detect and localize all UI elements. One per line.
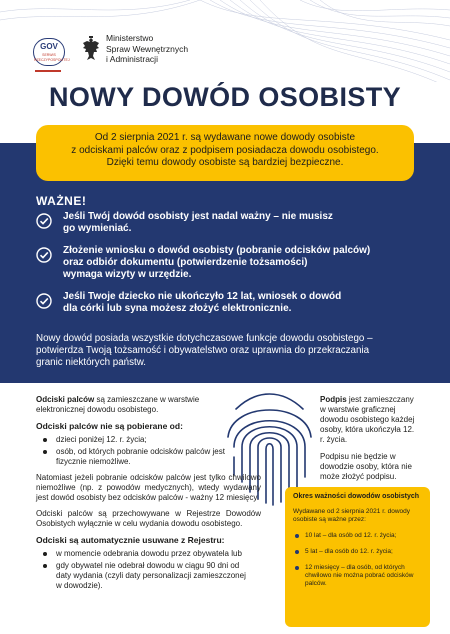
functions-paragraph [36, 333, 421, 369]
header [0, 0, 450, 82]
functions-line: granic niektórych państw. [36, 357, 146, 368]
removed-list [36, 549, 251, 591]
list-item: dzieci poniżej 12. r. życia; [36, 435, 236, 445]
gov-logo-text: GOV [40, 42, 58, 51]
important-item [36, 245, 416, 281]
important-item-line: Jeśli Twoje dziecko nie ukończyło 12 lat, wniosek o dowód [63, 291, 342, 302]
fingerprints-term: Odciski palców [36, 395, 95, 404]
list-item: w momencie odebrania dowodu przez obywatela lub [36, 549, 251, 559]
gov-logo-subtext: SERWIS RZECZYPOSPOLITEJ [34, 53, 70, 62]
important-item-line: go wymieniać. [63, 223, 132, 234]
polish-eagle-emblem-icon [81, 36, 101, 62]
check-circle-icon [36, 213, 52, 229]
important-item-line: dla córki lub syna możesz złożyć elektronicznie. [63, 303, 292, 314]
list-item: osób, od których pobranie odcisków palców jest fizycznie niemożliwe. [36, 447, 236, 467]
register-paragraph: Odciski palców są przechowywane w Rejestrze Dowodów Osobistych wyłącznie w celu wydania dowodu osobistego. [36, 509, 261, 528]
important-item-line: Złożenie wniosku o dowód osobisty (pobranie odcisków palców) [63, 245, 371, 256]
decorative-waves [0, 0, 450, 82]
signature-description: jest zamieszczany w warstwie graficznej dowodu osobistego każdej osoby, która ukończyła 12. r. życia. [320, 395, 415, 444]
list-item: 10 lat – dla osób od 12. r. życia; [293, 532, 422, 540]
functions-line: Nowy dowód posiada wszystkie dotychczasowe funkcje dowodu osobistego – [36, 333, 373, 344]
removed-heading: Odciski są automatycznie usuwane z Rejestru: [36, 535, 225, 545]
not-taken-list [36, 435, 236, 467]
gov-logo-underline [35, 70, 61, 72]
list-item: gdy obywatel nie odebrał dowodu w ciągu 90 dni od daty wydania (czyli daty personalizacji zamieszczonej w dowodzie). [36, 561, 251, 591]
ministry-name [106, 33, 188, 65]
page-title: NOWY DOWÓD OSOBISTY [48, 82, 402, 112]
not-taken-heading: Odciski palców nie są pobierane od: [36, 421, 183, 431]
important-item [36, 291, 416, 315]
validity-list [293, 532, 422, 588]
important-heading: WAŻNE! [36, 194, 87, 208]
validity-intro: Wydawane od 2 sierpnia 2021 r. dowody osobiste są ważne przez: [293, 507, 411, 523]
ministry-line: Ministerstwo [106, 33, 154, 43]
intro-line: z odciskami palców oraz z podpisem posiadacza dowodu osobistego. [71, 144, 379, 156]
temporary-paragraph: Natomiast jeżeli pobranie odcisków palców jest tylko chwilowo niemożliwe (np. z powodów medycznych), wtedy wydawany jest dowód osobisty bez odcisków palców - ważny 12 miesięcy. [36, 473, 261, 502]
no-signature-paragraph: Podpisu nie będzie w dowodzie osoby, która nie może złożyć podpisu. [320, 452, 412, 481]
signature-column [320, 395, 420, 489]
ministry-line: Spraw Wewnętrznych [106, 43, 189, 54]
check-circle-icon [36, 293, 52, 309]
gov-pl-logo-icon [33, 38, 70, 66]
important-list [36, 211, 416, 325]
list-item: 5 lat – dla osób do 12. r. życia; [293, 548, 422, 556]
important-item [36, 211, 416, 235]
check-circle-icon [36, 247, 52, 263]
important-item-line: Jeśli Twój dowód osobisty jest nadal ważny – nie musisz [63, 211, 333, 222]
validity-box [285, 487, 430, 627]
intro-line: Dzięki temu dowody osobiste są bardziej bezpieczne. [106, 157, 344, 168]
functions-line: potwierdza Twoją tożsamość i obywatelstwo oraz uprawnia do przekraczania [36, 345, 370, 356]
intro-box [36, 125, 414, 181]
important-item-line: wymaga wizyty w urzędzie. [63, 269, 192, 280]
intro-line: Od 2 sierpnia 2021 r. są wydawane nowe dowody osobiste [94, 132, 356, 143]
validity-title: Okres ważności dowodów osobistych [293, 493, 420, 500]
list-item: 12 miesięcy – dla osób, od których chwilowo nie można pobrać odcisków palców. [293, 564, 422, 588]
signature-term: Podpis [320, 395, 347, 404]
important-item-line: oraz odbiór dokumentu (potwierdzenie tożsamości) [63, 257, 308, 268]
ministry-line: i Administracji [106, 54, 158, 64]
fingerprints-column [36, 395, 261, 597]
fingerprints-description: są zamieszczane w warstwie elektronicznej dowodu osobistego. [36, 395, 200, 414]
